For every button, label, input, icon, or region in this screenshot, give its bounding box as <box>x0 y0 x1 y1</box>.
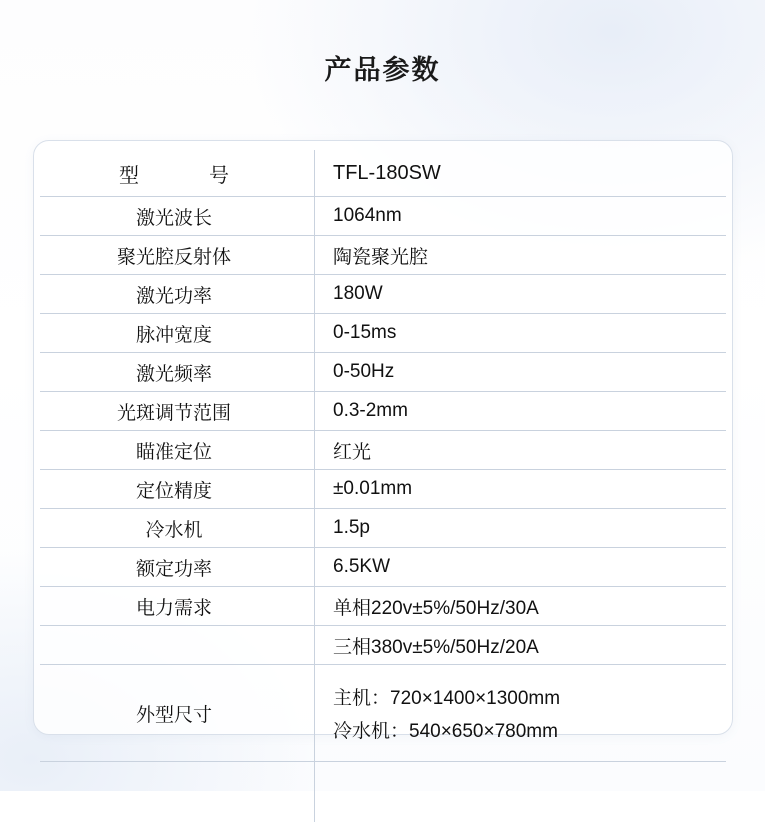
spec-value: 0.3-2mm <box>315 392 727 431</box>
spec-label: 激光功率 <box>40 275 315 314</box>
spec-value: 180W <box>315 275 727 314</box>
spec-value: 0-15ms <box>315 314 727 353</box>
table-row-spacer <box>40 762 726 822</box>
spec-label-empty <box>40 626 315 665</box>
page-title: 产品参数 <box>0 48 765 87</box>
spec-value: ±0.01mm <box>315 470 727 509</box>
spec-value: 三相380v±5%/50Hz/20A <box>315 626 727 665</box>
spec-value: 6.5KW <box>315 548 727 587</box>
table-row <box>40 470 726 509</box>
spec-label: 聚光腔反射体 <box>40 236 315 275</box>
spec-label: 冷水机 <box>40 509 315 548</box>
table-row <box>40 587 726 626</box>
spec-value: 1064nm <box>315 197 727 236</box>
table-row <box>40 275 726 314</box>
spec-label: 型 号 <box>40 150 315 197</box>
spec-value: 陶瓷聚光腔 <box>315 236 727 275</box>
spec-label: 定位精度 <box>40 470 315 509</box>
spacer-label <box>40 762 315 822</box>
specifications-table <box>40 150 726 822</box>
table-row <box>40 431 726 470</box>
spec-label: 瞄准定位 <box>40 431 315 470</box>
table-row <box>40 236 726 275</box>
dimension-main-unit: 主机：720×1400×1300mm <box>333 682 726 715</box>
spec-value: 单相220v±5%/50Hz/30A <box>315 587 727 626</box>
table-row-dimensions <box>40 665 726 762</box>
spec-label: 外型尺寸 <box>40 665 315 762</box>
spec-label: 电力需求 <box>40 587 315 626</box>
spec-value <box>315 665 727 762</box>
spec-label: 额定功率 <box>40 548 315 587</box>
table-row <box>40 548 726 587</box>
spacer-value <box>315 762 727 822</box>
table-row <box>40 392 726 431</box>
table-row <box>40 314 726 353</box>
spec-value: 红光 <box>315 431 727 470</box>
table-row <box>40 353 726 392</box>
spec-value: 1.5p <box>315 509 727 548</box>
dimension-chiller: 冷水机：540×650×780mm <box>333 715 726 748</box>
table-row <box>40 197 726 236</box>
spec-value: 0-50Hz <box>315 353 727 392</box>
table-row <box>40 150 726 197</box>
spec-label: 激光波长 <box>40 197 315 236</box>
spec-value: TFL-180SW <box>315 150 727 197</box>
spec-label: 光斑调节范围 <box>40 392 315 431</box>
table-row <box>40 626 726 665</box>
table-row <box>40 509 726 548</box>
spec-label: 脉冲宽度 <box>40 314 315 353</box>
spec-label: 激光频率 <box>40 353 315 392</box>
